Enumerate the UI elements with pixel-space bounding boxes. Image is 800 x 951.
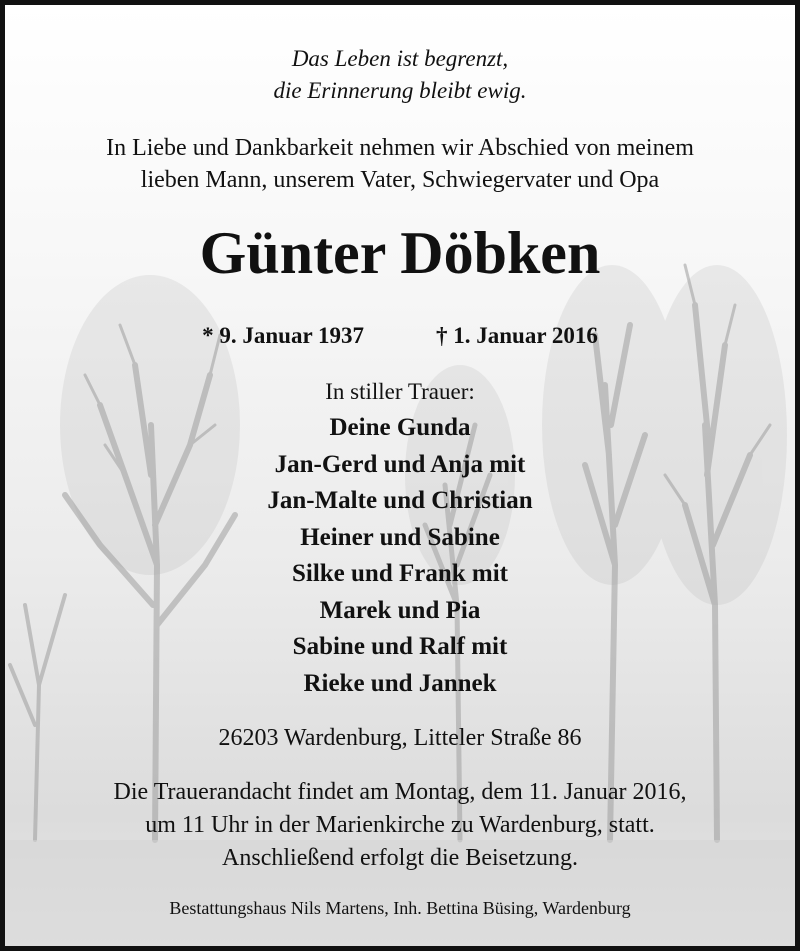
mourner-line: Jan-Gerd und Anja mit xyxy=(274,450,526,478)
motto-line-1: Das Leben ist begrenzt, xyxy=(291,46,509,71)
funeral-home: Bestattungshaus Nils Martens, Inh. Bettina Büsing, Wardenburg xyxy=(169,898,631,918)
birth-date: * 9. Januar 1937 xyxy=(202,323,364,348)
motto-line-2: die Erinnerung bleibt ewig. xyxy=(273,78,527,103)
mourner-line: Marek und Pia xyxy=(319,596,481,624)
mourner-line: Rieke und Jannek xyxy=(303,669,497,697)
mourner-line: Sabine und Ralf mit xyxy=(292,633,508,660)
deceased-name: Günter Döbken xyxy=(199,220,601,286)
intro-text xyxy=(5,132,795,196)
death-date: † 1. Januar 2016 xyxy=(436,323,598,348)
service-line-3: Anschließend erfolgt die Beisetzung. xyxy=(222,845,578,871)
mourner-line: Deine Gunda xyxy=(329,414,471,441)
mourner-line: Jan-Malte und Christian xyxy=(267,487,533,514)
intro-line-1: In Liebe und Dankbarkeit nehmen wir Abschied von meinem xyxy=(106,135,694,161)
service-info xyxy=(5,776,795,875)
service-line-2: um 11 Uhr in der Marienkirche zu Wardenburg, statt. xyxy=(145,812,655,838)
mourner-line: Silke und Frank mit xyxy=(291,560,509,587)
life-dates xyxy=(5,321,795,351)
intro-line-2: lieben Mann, unserem Vater, Schwiegervater und Opa xyxy=(140,167,660,193)
mourning-label: In stiller Trauer: xyxy=(325,379,475,404)
motto xyxy=(5,43,795,107)
service-line-1: Die Trauerandacht findet am Montag, dem 11. Januar 2016, xyxy=(113,779,687,805)
mourners-list xyxy=(5,410,795,702)
mourner-line: Heiner und Sabine xyxy=(300,523,500,551)
family-address: 26203 Wardenburg, Litteler Straße 86 xyxy=(218,725,582,751)
